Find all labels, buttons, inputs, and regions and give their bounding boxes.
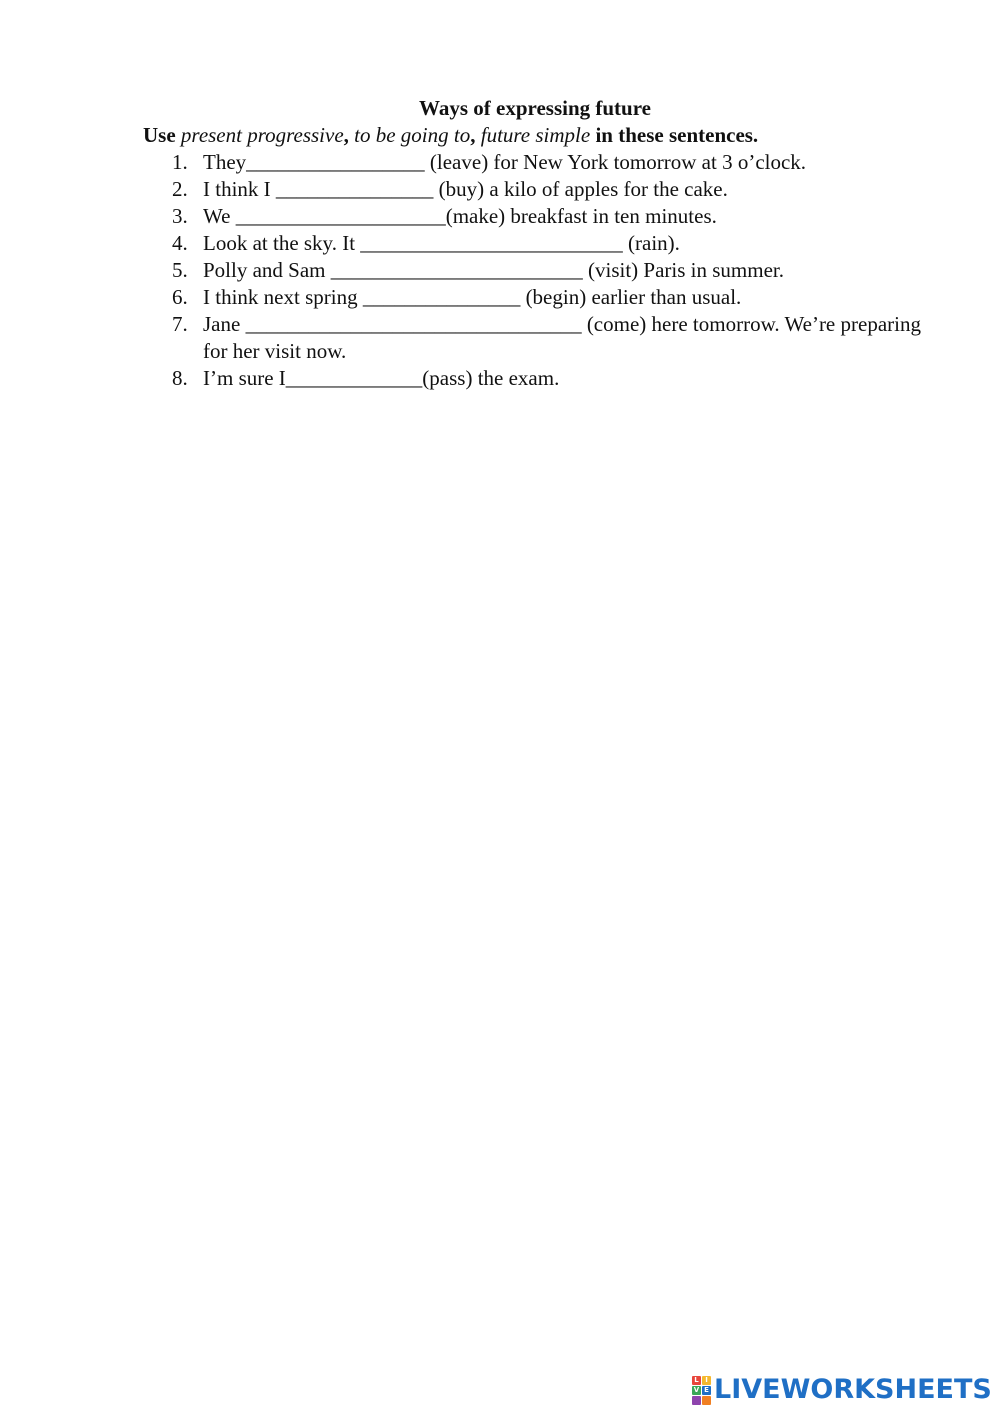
item-number: 5.: [172, 258, 188, 282]
item-number: 8.: [172, 366, 188, 390]
instructions-present-progressive: present progressive: [180, 123, 344, 147]
logo-square-l: L: [692, 1376, 701, 1385]
exercise-item: [172, 257, 932, 284]
exercise-item: [172, 203, 932, 230]
logo-square-6: [702, 1396, 711, 1405]
item-text: I think I _______________ (buy) a kilo of apples for the cake.: [203, 177, 728, 201]
item-number: 2.: [172, 177, 188, 201]
item-text: Look at the sky. It _________________________ (rain).: [203, 231, 680, 255]
item-text: They_________________ (leave) for New York tomorrow at 3 o’clock.: [203, 150, 807, 174]
instructions-comma-1: ,: [343, 123, 349, 147]
instructions-future-simple: future simple: [480, 123, 591, 147]
exercise-list: [172, 149, 932, 392]
item-number: 3.: [172, 204, 188, 228]
logo-square-e: E: [702, 1386, 711, 1395]
exercise-item: [172, 176, 932, 203]
logo-text: LIVEWORKSHEETS: [714, 1374, 992, 1405]
instructions-rest: in these sentences.: [595, 123, 759, 147]
exercise-item: [172, 311, 932, 365]
exercise-item: [172, 284, 932, 311]
logo-mark-icon: [692, 1376, 712, 1404]
page-title: Ways of expressing future: [419, 96, 651, 120]
instructions-use: Use: [143, 123, 176, 147]
item-number: 6.: [172, 285, 188, 309]
exercise-item: [172, 365, 932, 392]
item-text: We ____________________(make) breakfast in ten minutes.: [203, 204, 717, 228]
liveworksheets-logo: [692, 1374, 992, 1406]
item-text: I’m sure I_____________(pass) the exam.: [203, 366, 560, 390]
item-text: Polly and Sam ________________________ (visit) Paris in summer.: [203, 258, 784, 282]
exercise-item: [172, 230, 932, 257]
instructions-going-to: to be going to: [354, 123, 471, 147]
instructions-comma-2: ,: [470, 123, 476, 147]
logo-square-i: I: [702, 1376, 711, 1385]
item-number: 7.: [172, 312, 188, 336]
instructions: [143, 122, 758, 149]
logo-square-v: V: [693, 1386, 700, 1394]
item-text: I think next spring _______________ (begin) earlier than usual.: [203, 285, 742, 309]
logo-square-5: [692, 1396, 701, 1405]
item-number: 4.: [172, 231, 188, 255]
exercise-item: [172, 149, 932, 176]
item-text: Jane ________________________________ (come) here tomorrow. We’re preparing for her visit now.: [203, 312, 927, 363]
item-number: 1.: [172, 150, 188, 174]
